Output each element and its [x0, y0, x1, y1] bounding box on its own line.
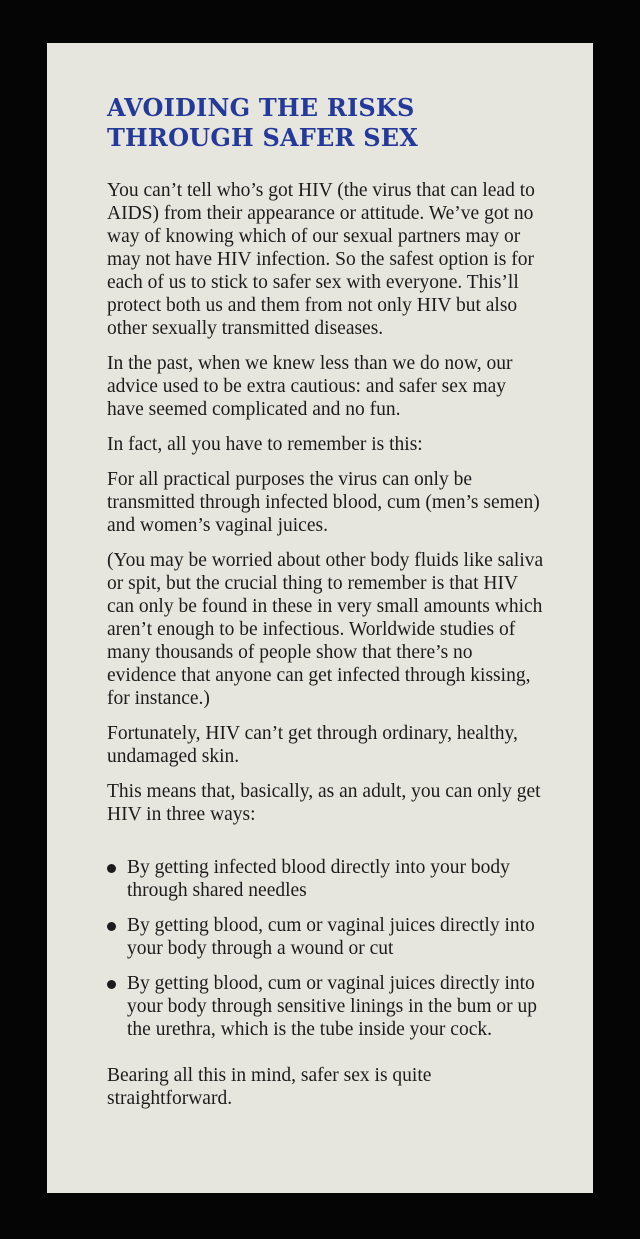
paragraph-past-advice: In the past, when we knew less than we do now, our advice used to be extra cautious: and safer sex may have seemed complicated and no fun. — [107, 353, 513, 420]
page-title — [107, 93, 593, 153]
paragraph-closing: Bearing all this in mind, safer sex is quite straightforward. — [107, 1065, 432, 1109]
bullet-dot-icon — [107, 922, 116, 931]
bullet-text: By getting infected blood directly into your body through shared needles — [127, 857, 510, 901]
bullet-text: By getting blood, cum or vaginal juices directly into your body through sensitive linings in the bum or up the urethra, which is the tube inside your cock. — [127, 973, 538, 1040]
paragraph-remember: In fact, all you have to remember is this: — [107, 434, 423, 455]
paragraph-skin: Fortunately, HIV can’t get through ordinary, healthy, undamaged skin. — [107, 723, 518, 767]
bullet-dot-icon — [107, 980, 116, 989]
paragraph-body-fluids: (You may be worried about other body fluids like saliva or spit, but the crucial thing to remember is that HIV can only be found in these in very small amounts which aren’t enough to be infectious. Worldwide studies of many thousands of people show that there’s no evidence that anyone can get infected through kissing, for instance.) — [107, 550, 544, 709]
paragraph-transmission: For all practical purposes the virus can only be transmitted through infected blood, cum (men’s semen) and women’s vaginal juices. — [107, 469, 540, 536]
bullet-list — [105, 856, 545, 1041]
bullet-dot-icon — [107, 864, 116, 873]
list-item — [105, 972, 545, 1041]
paragraph-intro: You can’t tell who’s got HIV (the virus that can lead to AIDS) from their appearance or attitude. We’ve got no way of knowing which of our sexual partners may or may not have HIV infection. So the safest option is for each of us to stick to safer sex with everyone. This’ll protect both us and them from not only HIV but also other sexually transmitted diseases. — [107, 180, 535, 339]
list-item — [105, 856, 545, 902]
body-text — [105, 179, 545, 1110]
list-item — [105, 914, 545, 960]
paragraph-three-ways: This means that, basically, as an adult, you can only get HIV in three ways: — [107, 781, 541, 825]
bullet-text: By getting blood, cum or vaginal juices directly into your body through a wound or cut — [127, 915, 535, 959]
title-line-1: AVOIDING THE RISKS — [107, 93, 415, 122]
title-line-2: THROUGH SAFER SEX — [107, 123, 419, 152]
leaflet-page — [47, 43, 593, 1193]
